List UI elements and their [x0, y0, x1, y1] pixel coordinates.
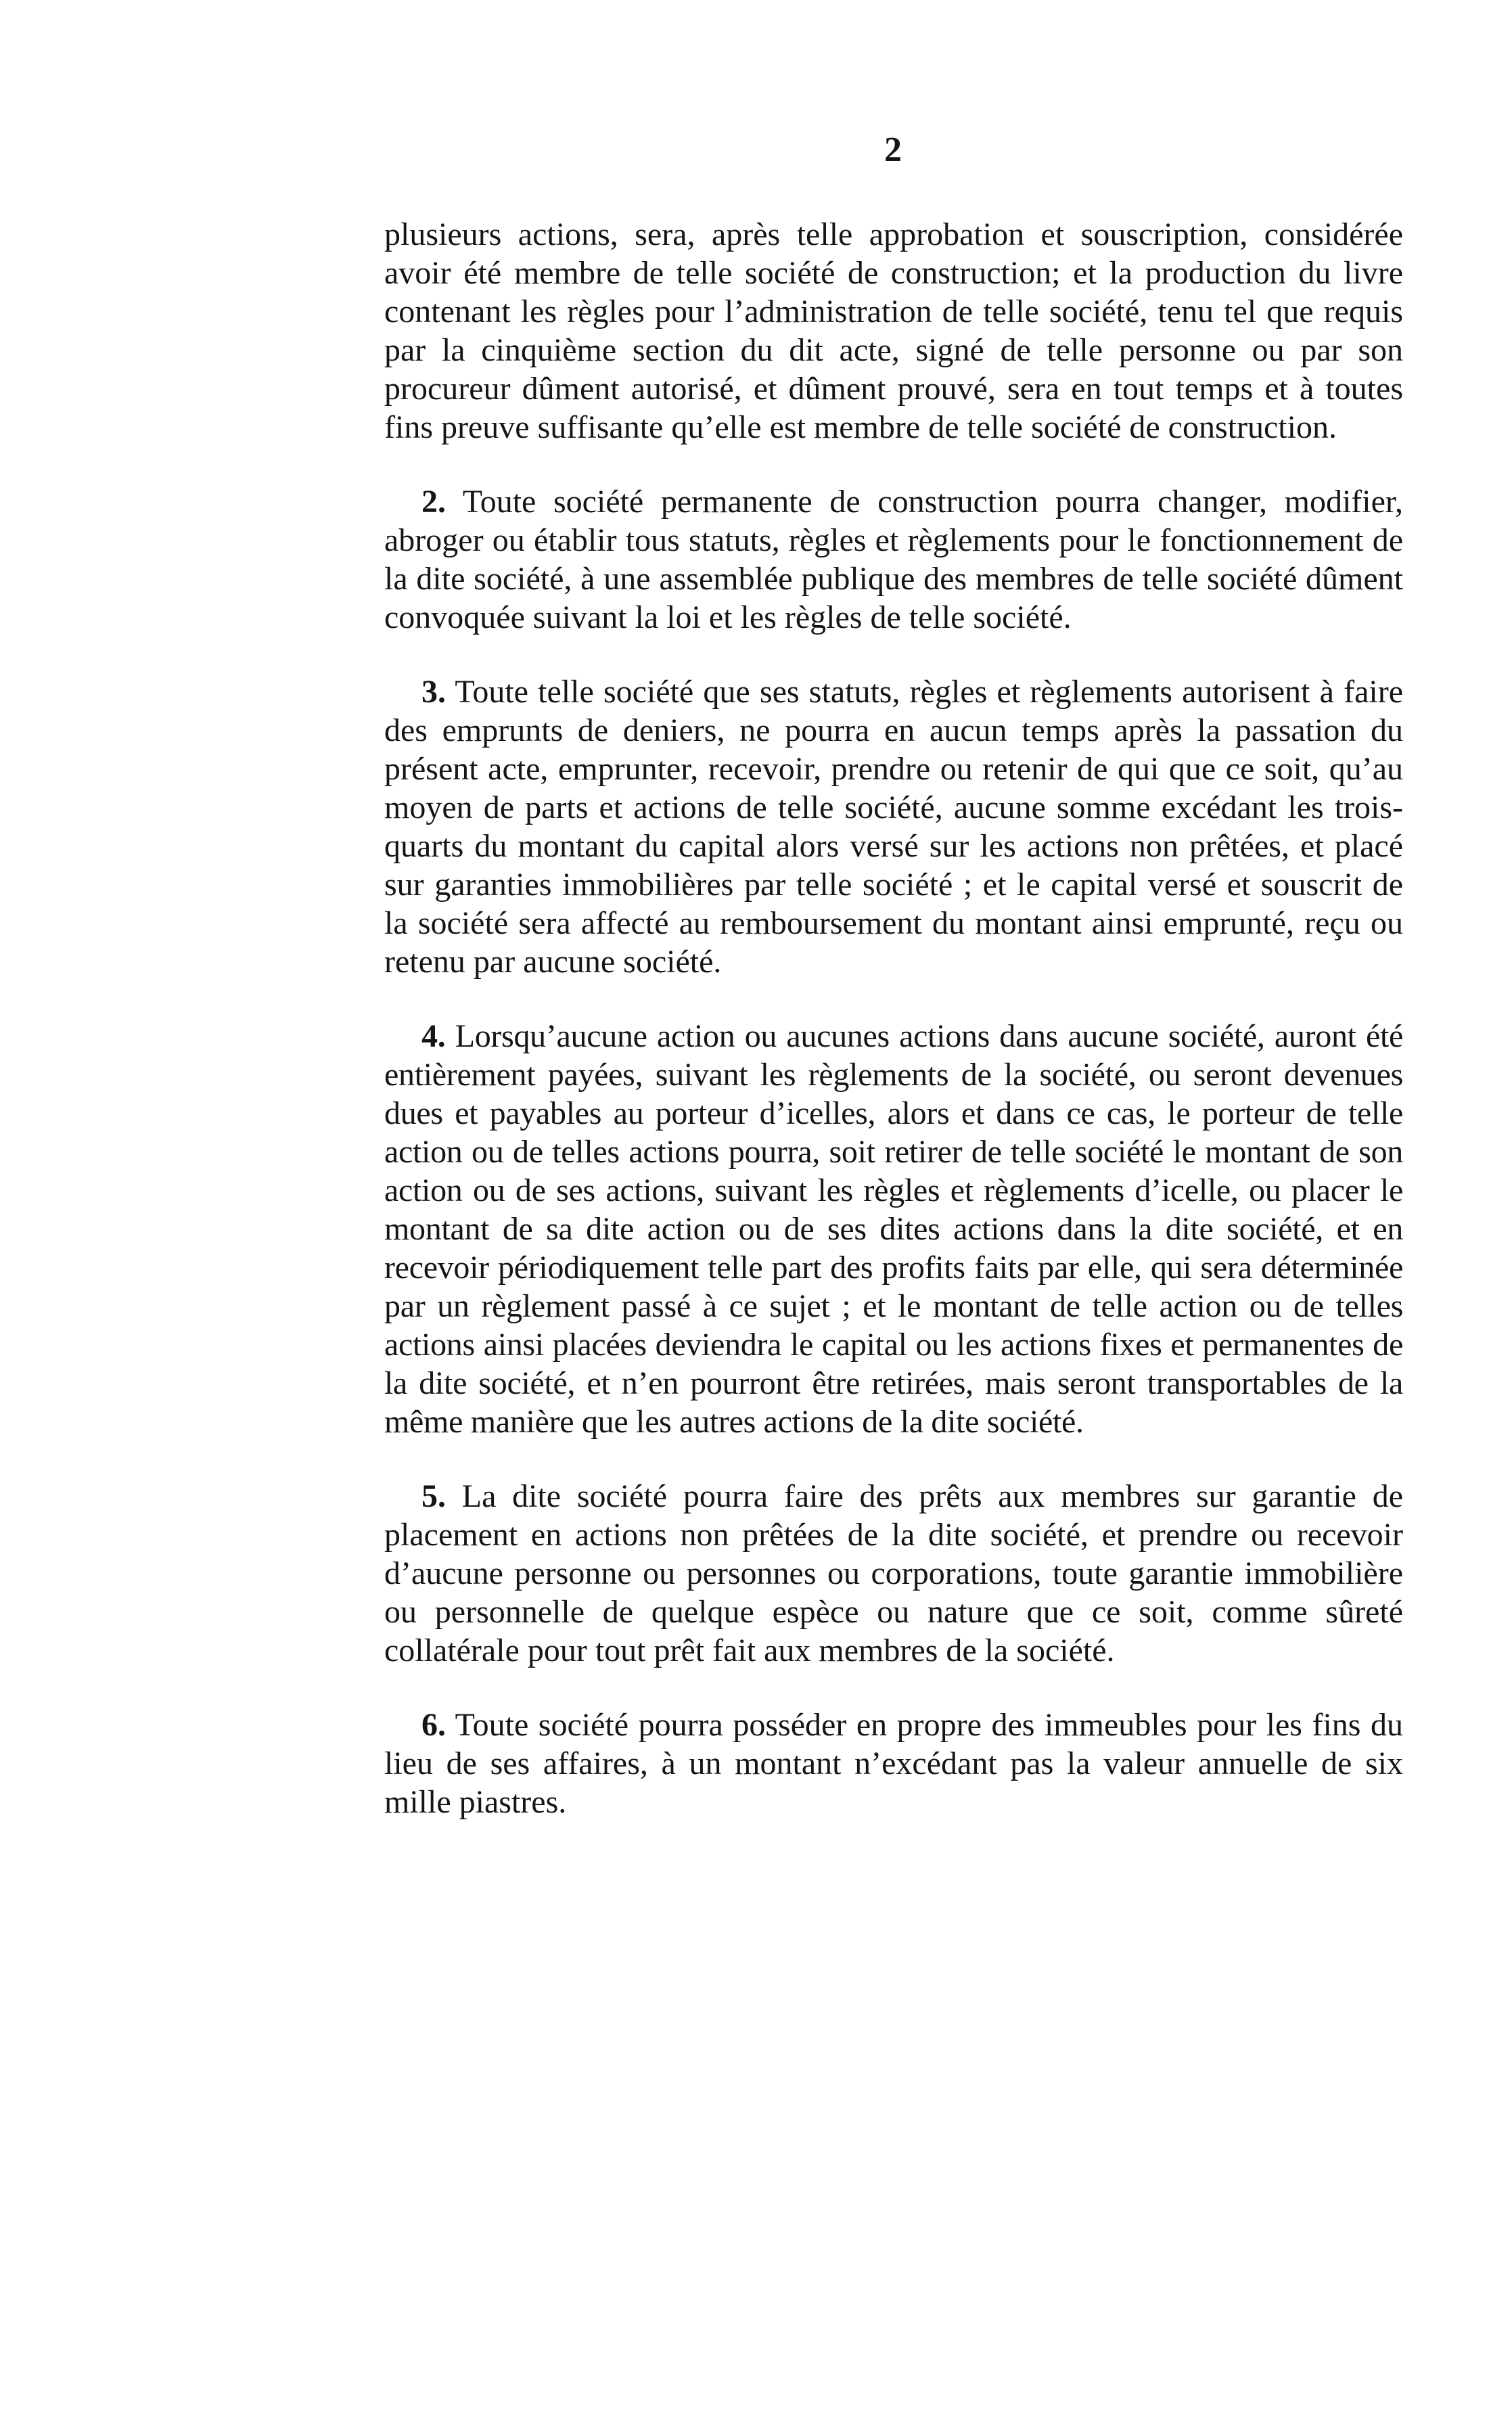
document-body [384, 215, 1403, 1821]
page-number: 2 [884, 131, 902, 169]
paragraph-text: Lorsqu’aucune action ou aucunes actions dans aucune société, auront été entièrement payées, suivant les règlements de la société, ou seront devenues dues et payables au porteur d’icelles, alors et dans ce cas, le porteur de telle action ou de telles actions pourra, soit retirer de telle société le montant de son action ou de ses actions, suivant les règles et règlements d’icelle, ou placer le montant de sa dite action ou de ses dites actions dans la dite société, et en recevoir périodiquement telle part des profits faits par elle, qui sera déterminée par un règlement passé à ce sujet ; et le montant de telle action ou de telles actions ainsi placées deviendra le capital ou les actions fixes et permanentes de la dite société, et n’en pourront être retirées, mais seront transportables de la même manière que les autres actions de la dite société. [384, 1018, 1404, 1440]
section-number: 6. [421, 1707, 446, 1743]
section-2 [384, 482, 1403, 637]
paragraph-text: plusieurs actions, sera, après telle approbation et souscription, considérée avoir été membre de telle société de construction; et la production du livre contenant les règles pour l’administration de telle société, tenu tel que requis par la cinquième section du dit acte, signé de telle personne ou par son procureur dûment autorisé, et dûment prouvé, sera en tout temps et à toutes fins preuve suffisante qu’elle est membre de telle société de construction. [384, 217, 1403, 445]
paragraph-text: Toute société permanente de construction pourra changer, modifier, abroger ou établir tous statuts, règles et règlements pour le fonctionnement de la dite société, à une assemblée publique des membres de telle société dûment convoquée suivant la loi et les règles de telle société. [384, 484, 1403, 635]
section-6 [384, 1706, 1403, 1821]
section-number: 3. [421, 674, 446, 710]
section-4 [384, 1017, 1403, 1441]
section-3 [384, 673, 1403, 981]
paragraph-continuation [384, 215, 1403, 447]
paragraph-text: La dite société pourra faire des prêts aux membres sur garantie de placement en actions non prêtées de la dite société, et prendre ou recevoir d’aucune personne ou personnes ou corporations, toute garantie immobilière ou personnelle de quelque espèce ou nature que ce soit, comme sûreté collatérale pour tout prêt fait aux membres de la société. [384, 1478, 1404, 1668]
paragraph-text: Toute société pourra posséder en propre des immeubles pour les fins du lieu de ses affaires, à un montant n’excédant pas la valeur annuelle de six mille piastres. [384, 1707, 1403, 1820]
section-5 [384, 1477, 1403, 1670]
section-number: 2. [421, 484, 446, 520]
section-number: 5. [421, 1478, 446, 1514]
section-number: 4. [421, 1018, 446, 1054]
paragraph-text: Toute telle société que ses statuts, règles et règlements autorisent à faire des emprunts de deniers, ne pourra en aucun temps après la passation du présent acte, emprunter, recevoir, prendre ou retenir de qui que ce soit, qu’au moyen de parts et actions de telle société, aucune somme excédant les trois-quarts du montant du capital alors versé sur les actions non prêtées, et placé sur garanties immobilières par telle société ; et le capital versé et souscrit de la société sera affecté au remboursement du montant ainsi emprunté, reçu ou retenu par aucune société. [384, 674, 1404, 980]
